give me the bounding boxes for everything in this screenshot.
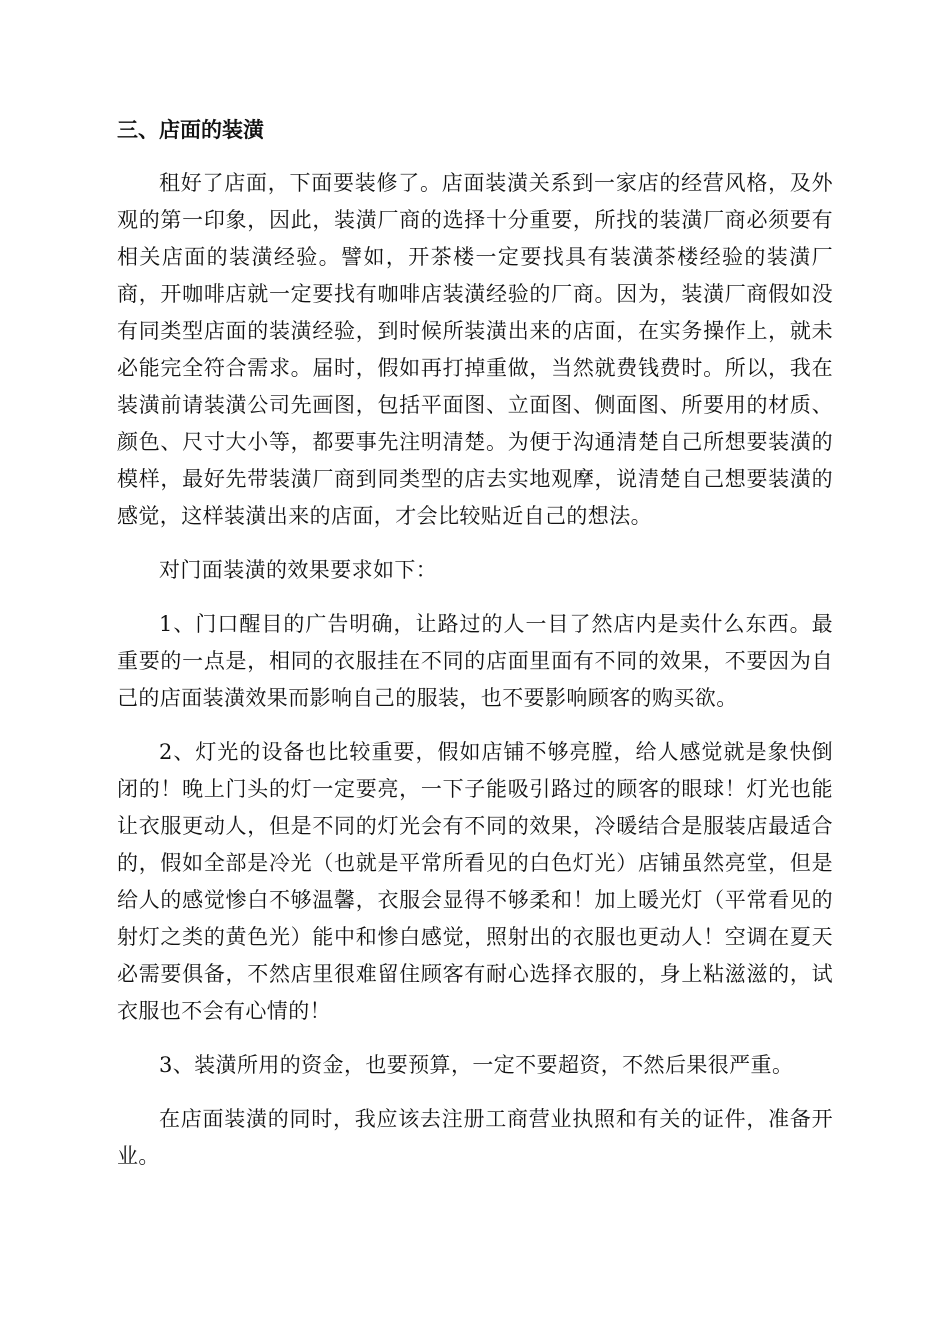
- paragraph-decoration-intro: 租好了店面，下面要装修了。店面装潢关系到一家店的经营风格，及外观的第一印象，因此，装潢厂商的选择十分重要，所找的装潢厂商必须要有相关店面的装潢经验。譬如，开茶楼一定要找具有装潢茶楼经验的装潢厂商，开咖啡店就一定要找有咖啡店装潢经验的厂商。因为，装潢厂商假如没有同类型店面的装潢经验，到时候所装潢出来的店面，在实务操作上，就未必能完全符合需求。届时，假如再打掉重做，当然就费钱费时。所以，我在装潢前请装潢公司先画图，包括平面图、立面图、侧面图、所要用的材质、颜色、尺寸大小等，都要事先注明清楚。为便于沟通清楚自己所想要装潢的模样，最好先带装潢厂商到同类型的店去实地观摩，说清楚自己想要装潢的感觉，这样装潢出来的店面，才会比较贴近自己的想法。: [117, 171, 833, 528]
- paragraph-requirements-intro: 对门面装潢的效果要求如下：: [159, 558, 438, 582]
- paragraph-requirement-3: 3、装潢所用的资金，也要预算，一定不要超资，不然后果很严重。: [159, 1053, 794, 1077]
- paragraph-requirement-2: 2、灯光的设备也比较重要，假如店铺不够亮膛，给人感觉就是象快倒闭的！晚上门头的灯一定要亮，一下子能吸引路过的顾客的眼球！灯光也能让衣服更动人，但是不同的灯光会有不同的效果，冷暖结合是服装店最适合的，假如全部是冷光（也就是平常所看见的白色灯光）店铺虽然亮堂，但是给人的感觉惨白不够温馨，衣服会显得不够柔和！加上暖光灯（平常看见的射灯之类的黄色光）能中和惨白感觉，照射出的衣服也更动人！空调在夏天必需要俱备，不然店里很难留住顾客有耐心选择衣服的，身上粘滋滋的，试衣服也不会有心情的！: [117, 740, 833, 1023]
- document-page: [117, 112, 833, 1192]
- paragraph-closing: 在店面装潢的同时，我应该去注册工商营业执照和有关的证件，准备开业。: [117, 1107, 833, 1168]
- section-heading: 三、店面的装潢: [117, 118, 264, 142]
- paragraph-requirement-1: 1、门口醒目的广告明确，让路过的人一目了然店内是卖什么东西。最重要的一点是，相同的衣服挂在不同的店面里面有不同的效果，不要因为自己的店面装潢效果而影响自己的服装，也不要影响顾客的购买欲。: [117, 612, 833, 710]
